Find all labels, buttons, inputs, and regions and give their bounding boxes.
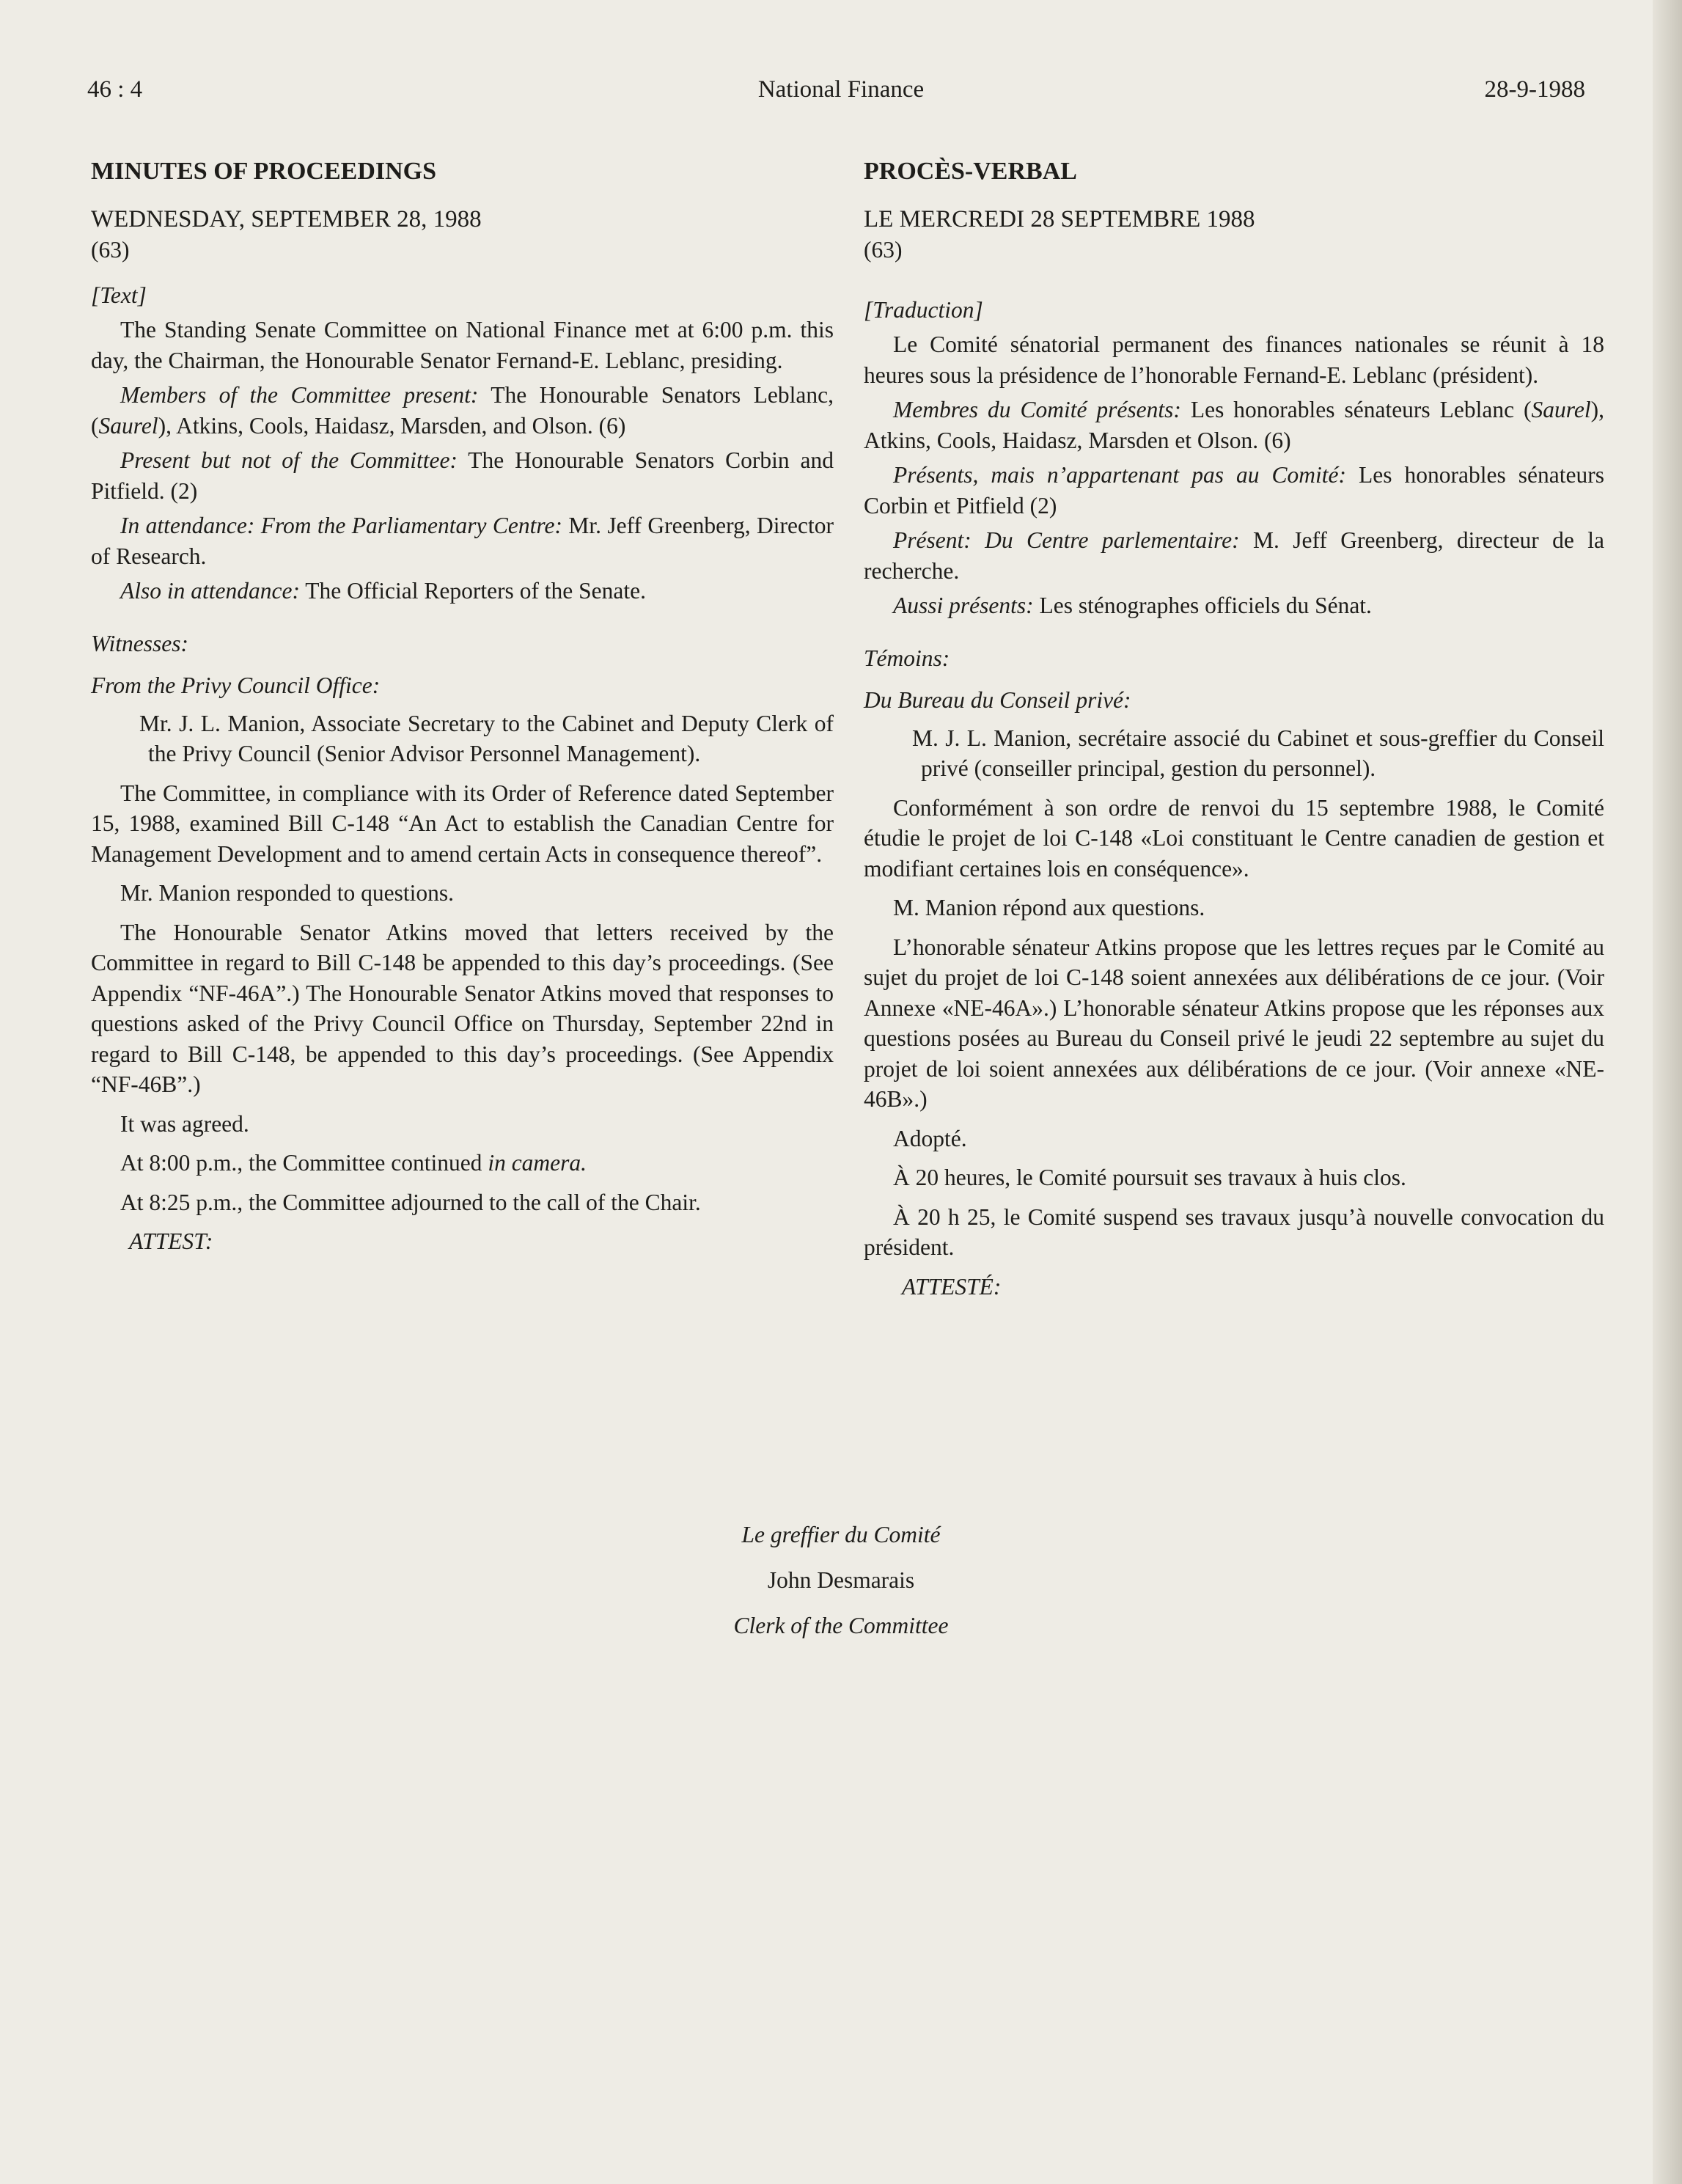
attendance-label: Présent: Du Centre parlementaire: (893, 527, 1240, 553)
members-text-b: ), Atkins, Cools, Haidasz, Marsden, and Olson. (6) (158, 412, 626, 439)
french-in-attendance (864, 525, 1604, 586)
members-text-a: Les honorables sénateurs Leblanc ( (1180, 397, 1532, 422)
also-label: Aussi présents: (893, 593, 1034, 618)
also-label: Also in attendance: (120, 578, 300, 604)
present-text: Les honorables sénateurs Corbin et Pitfield (2) (864, 462, 1604, 518)
members-label: Membres du Comité présents: (893, 397, 1181, 422)
english-motion: The Honourable Senator Atkins moved that letters received by the Committee in regard to Bill C-148 be appended to this day’s proceedings. (See Appendix “NF-46A”.) The Honourable Senator Atkins moved that responses to questions asked of the Privy Council Office on Thursday, September 22nd in regard to Bill C-148, be appended to this day’s proceedings. (See Appendix “NF-46B”.) (91, 919, 834, 1097)
attendance-text: Mr. Jeff Greenberg, Director of Research. (91, 513, 834, 569)
english-text-tag: [Text] (91, 282, 147, 308)
french-in-camera: À 20 heures, le Comité poursuit ses travaux à huis clos. (893, 1165, 1406, 1190)
present-text: The Honourable Senators Corbin and Pitfield. (2) (91, 447, 834, 504)
french-opening: Le Comité sénatorial permanent des finances nationales se réunit à 18 heures sous la présidence de l’honorable Fernand-E. Leblanc (président). (864, 331, 1604, 388)
members-saurel: Saurel (1531, 397, 1591, 422)
french-order-of-reference: Conformément à son ordre de renvoi du 15 septembre 1988, le Comité étudie le projet de loi C-148 «Loi constituant le Centre canadien de gestion et modifiant certaines lois en conséquence». (864, 794, 1604, 882)
english-adjourned: At 8:25 p.m., the Committee adjourned to the call of the Chair. (120, 1189, 701, 1215)
english-column (91, 155, 834, 1261)
french-also-in-attendance (864, 590, 1604, 621)
french-responded: M. Manion répond aux questions. (893, 895, 1205, 920)
french-text-tag: [Traduction] (864, 296, 983, 323)
page-edge-shadow (1653, 0, 1682, 2184)
english-witness-person: Mr. J. L. Manion, Associate Secretary to the Cabinet and Deputy Clerk of the Privy Council (Senior Advisor Personnel Management). (139, 710, 834, 766)
french-date-line: LE MERCREDI 28 SEPTEMBRE 1988 (864, 206, 1255, 232)
attendance-label: In attendance: From the Parliamentary Centre: (120, 513, 562, 538)
attendance-text: M. Jeff Greenberg, directeur de la recherche. (864, 527, 1604, 584)
signature-title-en: Clerk of the Committee (733, 1613, 949, 1638)
french-present-not-members (864, 460, 1604, 521)
english-order-of-reference: The Committee, in compliance with its Order of Reference dated September 15, 1988, examined Bill C-148 “An Act to establish the Canadian Centre for Management Development and to amend certain Acts in consequence thereof”. (91, 780, 834, 867)
english-heading: MINUTES OF PROCEEDINGS (91, 158, 437, 185)
also-text: The Official Reporters of the Senate. (299, 578, 647, 604)
camera-text-a: At 8:00 p.m., the Committee continued (120, 1150, 488, 1176)
french-witnesses-label: Témoins: (864, 645, 950, 671)
french-column (864, 155, 1604, 1306)
english-in-attendance (91, 510, 834, 571)
english-witnesses-label: Witnesses: (91, 630, 188, 656)
camera-text-b: in camera. (488, 1150, 587, 1176)
english-in-camera (91, 1148, 834, 1179)
signature-block (0, 1512, 1682, 1649)
signature-title-fr: Le greffier du Comité (741, 1522, 941, 1547)
members-label: Members of the Committee present: (120, 382, 479, 408)
signature-name: John Desmarais (767, 1567, 915, 1593)
english-also-in-attendance (91, 576, 834, 607)
members-saurel: Saurel (98, 412, 158, 439)
english-issue-number: (63) (91, 237, 130, 263)
page-number: 46 : 4 (87, 76, 143, 103)
running-head-title: National Finance (757, 76, 925, 103)
present-label: Present but not of the Committee: (120, 447, 458, 473)
english-witness-org: From the Privy Council Office: (91, 673, 381, 698)
french-witness-org: Du Bureau du Conseil privé: (864, 687, 1131, 713)
english-present-not-members (91, 445, 834, 506)
also-text: Les sténographes officiels du Sénat. (1033, 593, 1372, 618)
french-attest: ATTESTÉ: (902, 1273, 1002, 1300)
english-members-present (91, 380, 834, 441)
french-motion: L’honorable sénateur Atkins propose que les lettres reçues par le Comité au sujet du projet de loi C-148 soient annexées aux délibérations de ce jour. (Voir Annexe «NE-46A».) L’honorable sénateur Atkins propose que les réponses aux questions posées au Bureau du Conseil privé le jeudi 22 septembre au sujet du projet de loi soient annexées aux délibérations de ce jour. (Voir annexe «NE-46B».) (864, 934, 1604, 1112)
members-text-a: The Honourable Senators Leblanc, ( (91, 382, 834, 439)
french-agreed: Adopté. (893, 1125, 967, 1151)
french-adjourned: À 20 h 25, le Comité suspend ses travaux jusqu’à nouvelle convocation du président. (864, 1203, 1604, 1260)
present-label: Présents, mais n’appartenant pas au Comité: (893, 462, 1346, 488)
english-date-line: WEDNESDAY, SEPTEMBER 28, 1988 (91, 206, 482, 232)
english-agreed: It was agreed. (120, 1110, 249, 1137)
english-attest: ATTEST: (129, 1228, 213, 1254)
french-issue-number: (63) (864, 237, 903, 263)
french-members-present (864, 395, 1604, 455)
english-opening: The Standing Senate Committee on National Finance met at 6:00 p.m. this day, the Chairman, the Honourable Senator Fernand-E. Leblanc, presiding. (91, 317, 834, 373)
running-head-date: 28-9-1988 (1484, 76, 1585, 103)
french-witness-person: M. J. L. Manion, secrétaire associé du Cabinet et sous-greffier du Conseil privé (conseiller principal, gestion du personnel). (912, 725, 1604, 781)
members-text-b: ), Atkins, Cools, Haidasz, Marsden et Olson. (6) (864, 397, 1604, 453)
french-heading: PROCÈS-VERBAL (864, 158, 1077, 185)
english-responded: Mr. Manion responded to questions. (120, 880, 454, 906)
